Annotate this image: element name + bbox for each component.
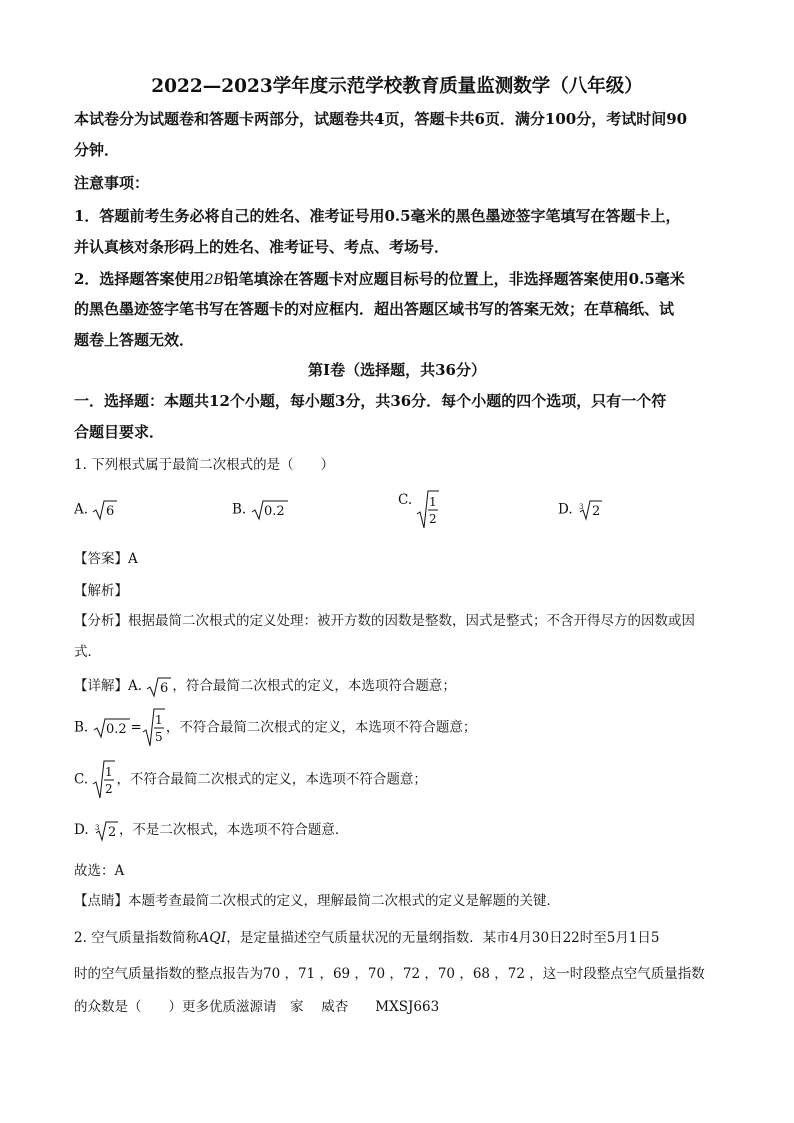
sqrt-sign-icon <box>142 708 166 748</box>
q1-analysis-tag: 【解析】 <box>74 583 128 599</box>
cube-root-sign-icon <box>93 820 119 842</box>
option-c-numerator: 1 <box>429 495 438 509</box>
detail-d-label: D. <box>74 822 89 838</box>
note-2-line-3: 题卷上答题无效． <box>74 331 195 349</box>
sqrt-sign-icon <box>92 760 116 800</box>
answer-value: A <box>128 551 138 567</box>
note-2-pencil-var: 2B <box>204 272 224 288</box>
q1-choose: 故选：A <box>74 863 125 879</box>
option-d-index: 3 <box>578 503 584 511</box>
sqrt-sign-icon <box>416 490 440 530</box>
detail-d-radicand: 2 <box>107 824 117 840</box>
detail-a-text: ，符合最简二次根式的定义，本选项符合题意； <box>172 678 456 694</box>
note-2-line-2: 的黑色墨迹签字笔书写在答题卡的对应框内．超出答题区域书写的答案无效；在草稿纸、试 <box>74 300 675 318</box>
q1-fenxi-line-1 <box>74 609 695 629</box>
note-1-line-1: 1．答题前考生务必将自己的姓名、准考证号用0.5毫米的黑色墨迹签字笔填写在答题卡上， <box>74 207 681 225</box>
q1-comment <box>74 889 560 909</box>
detail-a-radicand: 6 <box>160 680 169 696</box>
q2-text-a: 2. 空气质量指数简称 <box>74 930 200 946</box>
option-c-label: C. <box>398 491 413 508</box>
q1-fenxi-line-2: 式． <box>74 644 101 660</box>
sqrt-sign-icon <box>251 499 289 521</box>
q1-detail-a <box>74 674 456 698</box>
notes-heading: 注意事项： <box>74 174 150 192</box>
detail-b-radicand: 0.2 <box>105 722 127 737</box>
q1-detail-d <box>74 818 348 842</box>
sqrt-sign-icon <box>93 717 131 739</box>
option-a-radicand: 6 <box>106 504 115 519</box>
page-title: 2022—2023学年度示范学校教育质量监测数学（八年级） <box>151 76 643 97</box>
detail-tag: 【详解】 <box>74 678 128 694</box>
detail-c-label: C. <box>74 771 89 788</box>
intro-line-2: 分钟． <box>74 141 120 159</box>
detail-b-numerator: 1 <box>154 713 163 727</box>
q1-stem: 1. 下列根式属于最简二次根式的是（ ） <box>74 457 335 473</box>
sqrt-sign-icon <box>146 676 172 698</box>
q1-option-b <box>232 499 289 521</box>
note-2-line-1 <box>74 268 685 289</box>
option-d-label: D. <box>558 501 573 518</box>
comment-text: 本题考查最简二次根式的定义，理解最简二次根式的定义是解题的关键． <box>128 893 560 909</box>
option-c-denominator: 2 <box>429 512 438 526</box>
detail-b-label: B. <box>74 719 89 736</box>
detail-c-text: ，不符合最简二次根式的定义，本选项不符合题意； <box>116 771 427 788</box>
option-d-radicand: 2 <box>591 504 601 519</box>
q2-aqi-var: AQI <box>199 930 227 946</box>
section-desc-line-2: 合题目要求． <box>74 423 165 441</box>
fenxi-tag: 【分析】 <box>74 613 128 629</box>
q2-text-b: ，是定量描述空气质量状况的无量纲指数．某市4月30日22时至5月1日5 <box>226 930 660 946</box>
detail-a-label: A. <box>128 678 143 694</box>
comment-tag: 【点睛】 <box>74 893 128 909</box>
detail-b-equals: = <box>130 719 142 736</box>
section-heading: 第Ⅰ卷（选择题，共36分） <box>308 361 486 379</box>
detail-d-text: ，不是二次根式，本选项不符合题意． <box>118 822 349 838</box>
q2-line-1 <box>74 926 660 946</box>
q1-answer <box>74 547 138 567</box>
option-b-radicand: 0.2 <box>263 504 285 519</box>
note-2-text-a: 2．选择题答案使用 <box>74 270 205 288</box>
q1-detail-c <box>74 760 427 800</box>
section-desc-line-1: 一．选择题：本题共12个小题，每小题3分，共36分．每个小题的四个选项，只有一个符 <box>74 392 667 410</box>
detail-c-denominator: 2 <box>105 782 114 796</box>
detail-c-numerator: 1 <box>105 765 114 779</box>
note-1-line-2: 并认真核对条形码上的姓名、准考证号、考点、考场号． <box>74 238 450 256</box>
detail-b-text: ，不符合最简二次根式的定义，本选项不符合题意； <box>165 719 477 736</box>
q1-detail-b <box>74 708 476 748</box>
detail-b-denominator: 5 <box>154 730 163 744</box>
option-b-label: B. <box>232 501 247 518</box>
q1-option-c <box>398 490 440 530</box>
q2-line-3: 的众数是（ ）更多优质滋源请 家 威杏 MXSJ663 <box>74 999 440 1015</box>
q1-options <box>74 490 754 530</box>
q1-option-a <box>74 499 118 521</box>
fenxi-text: 根据最简二次根式的定义处理：被开方数的因数是整数，因式是整式；不含开得尽方的因数或因 <box>128 613 695 629</box>
option-a-label: A. <box>74 501 89 518</box>
answer-tag: 【答案】 <box>74 551 128 567</box>
note-2-text-b: 铅笔填涂在答题卡对应题目标号的位置上，非选择题答案使用0.5毫米 <box>223 270 685 288</box>
sqrt-sign-icon <box>92 499 118 521</box>
intro-line-1: 本试卷分为试题卷和答题卡两部分，试题卷共4页，答题卡共6页．满分100分，考试时间90 <box>74 110 688 128</box>
detail-d-index: 3 <box>94 823 100 832</box>
cube-root-sign-icon <box>577 499 603 521</box>
q1-option-d <box>558 499 603 521</box>
q2-line-2: 时的空气质量指数的整点报告为70 ，71 ，69 ，70 ，72 ，70 ，68 ，72 ，这一时段整点空气质量指数 <box>74 966 705 982</box>
